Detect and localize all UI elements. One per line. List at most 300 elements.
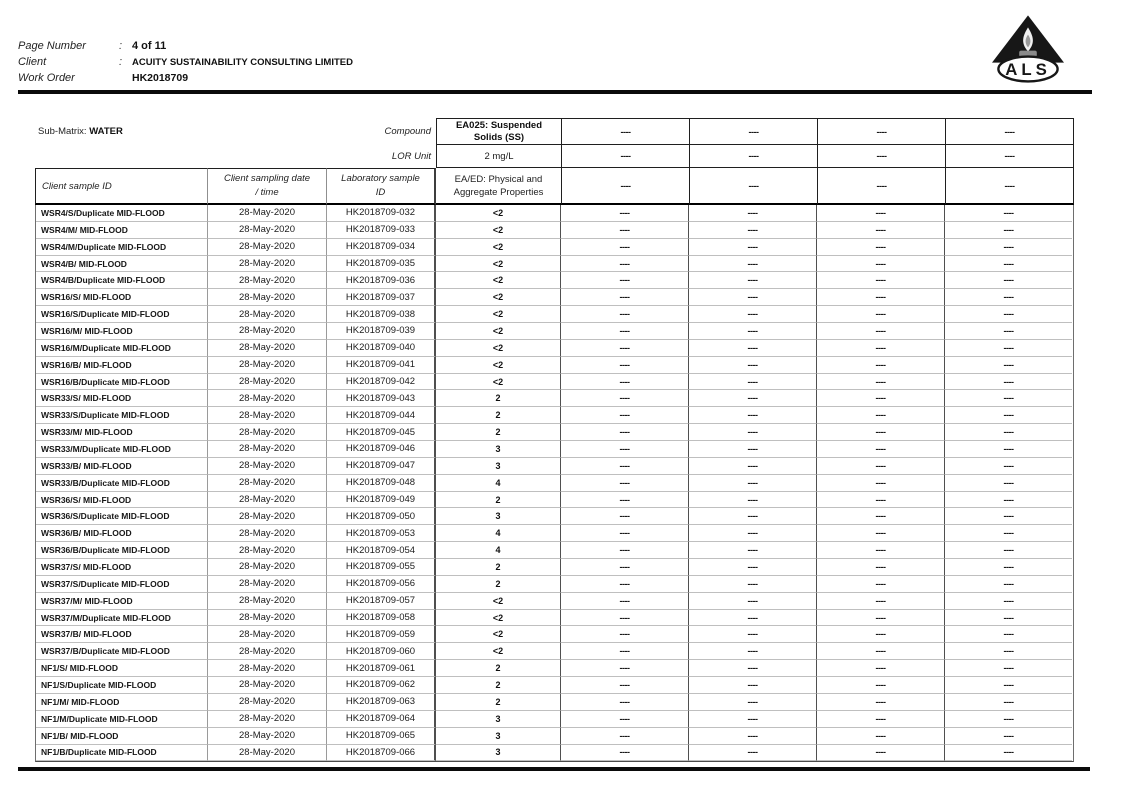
- column-header-sampling-date: [208, 168, 327, 205]
- empty-result-cell: ----: [561, 728, 689, 745]
- sampling-date-cell: 28-May-2020: [208, 660, 327, 677]
- empty-result-cell: ----: [561, 593, 689, 610]
- empty-result-cell: ----: [817, 407, 945, 424]
- empty-result-cell: ----: [945, 289, 1072, 306]
- sampling-date-cell: 28-May-2020: [208, 711, 327, 728]
- lab-id-cell: HK2018709-055: [327, 559, 436, 576]
- result-cell: <2: [436, 643, 561, 660]
- sample-id-cell: WSR16/M/Duplicate MID-FLOOD: [36, 340, 208, 357]
- sampling-date-cell: 28-May-2020: [208, 694, 327, 711]
- sample-id-cell: WSR36/S/ MID-FLOOD: [36, 492, 208, 509]
- sample-id-cell: WSR37/S/Duplicate MID-FLOOD: [36, 576, 208, 593]
- sampling-date-cell: 28-May-2020: [208, 475, 327, 492]
- empty-result-cell: ----: [689, 576, 817, 593]
- sampling-date-cell: 28-May-2020: [208, 626, 327, 643]
- sample-id-cell: WSR36/B/ MID-FLOOD: [36, 525, 208, 542]
- empty-lor-cell: ----: [946, 145, 1074, 168]
- empty-result-cell: ----: [689, 508, 817, 525]
- empty-result-cell: ----: [945, 256, 1072, 273]
- empty-result-cell: ----: [561, 458, 689, 475]
- empty-result-cell: ----: [817, 239, 945, 256]
- empty-result-cell: ----: [945, 424, 1072, 441]
- sub-matrix-value: WATER: [89, 126, 123, 137]
- table-row: [36, 711, 1073, 728]
- column-header-sample-id: Client sample ID: [35, 168, 208, 205]
- sample-id-cell: WSR33/M/Duplicate MID-FLOOD: [36, 441, 208, 458]
- lab-id-line1: Laboratory sample: [341, 173, 420, 184]
- lab-id-cell: HK2018709-056: [327, 576, 436, 593]
- client-label: Client: [18, 56, 47, 68]
- empty-result-cell: ----: [945, 508, 1072, 525]
- table-header: [35, 118, 1074, 205]
- empty-result-cell: ----: [689, 390, 817, 407]
- empty-result-cell: ----: [945, 542, 1072, 559]
- empty-result-cell: ----: [945, 643, 1072, 660]
- result-cell: 4: [436, 525, 561, 542]
- result-cell: <2: [436, 374, 561, 391]
- result-cell: 3: [436, 711, 561, 728]
- lab-id-cell: HK2018709-045: [327, 424, 436, 441]
- empty-result-cell: ----: [561, 424, 689, 441]
- sample-id-cell: WSR36/S/Duplicate MID-FLOOD: [36, 508, 208, 525]
- lab-id-cell: HK2018709-054: [327, 542, 436, 559]
- footer-divider: [18, 767, 1090, 771]
- empty-result-cell: ----: [945, 441, 1072, 458]
- empty-result-cell: ----: [689, 525, 817, 542]
- lab-id-cell: HK2018709-043: [327, 390, 436, 407]
- empty-result-cell: ----: [817, 525, 945, 542]
- lab-id-cell: HK2018709-040: [327, 340, 436, 357]
- result-cell: 3: [436, 458, 561, 475]
- empty-result-cell: ----: [817, 728, 945, 745]
- empty-result-cell: ----: [817, 222, 945, 239]
- sample-id-cell: WSR37/B/Duplicate MID-FLOOD: [36, 643, 208, 660]
- sample-id-cell: WSR37/S/ MID-FLOOD: [36, 559, 208, 576]
- table-row: [36, 542, 1073, 559]
- empty-result-cell: ----: [945, 610, 1072, 627]
- lab-id-cell: HK2018709-034: [327, 239, 436, 256]
- lab-id-cell: HK2018709-039: [327, 323, 436, 340]
- table-row: [36, 357, 1073, 374]
- sample-id-cell: NF1/M/ MID-FLOOD: [36, 694, 208, 711]
- result-cell: 2: [436, 576, 561, 593]
- empty-result-cell: ----: [689, 272, 817, 289]
- lab-id-cell: HK2018709-062: [327, 677, 436, 694]
- lab-id-line2: ID: [375, 187, 386, 198]
- sampling-date-cell: 28-May-2020: [208, 222, 327, 239]
- empty-result-cell: ----: [561, 340, 689, 357]
- sample-id-cell: WSR33/B/ MID-FLOOD: [36, 458, 208, 475]
- sampling-date-cell: 28-May-2020: [208, 306, 327, 323]
- empty-result-cell: ----: [817, 593, 945, 610]
- table-row: [36, 222, 1073, 239]
- result-cell: <2: [436, 239, 561, 256]
- header-divider: [18, 90, 1092, 94]
- empty-result-cell: ----: [945, 677, 1072, 694]
- empty-result-cell: ----: [689, 475, 817, 492]
- table-row: [36, 576, 1073, 593]
- result-cell: 2: [436, 694, 561, 711]
- sample-id-cell: WSR4/B/Duplicate MID-FLOOD: [36, 272, 208, 289]
- empty-result-cell: ----: [817, 711, 945, 728]
- empty-result-cell: ----: [945, 576, 1072, 593]
- empty-result-cell: ----: [689, 289, 817, 306]
- empty-result-cell: ----: [945, 239, 1072, 256]
- sub-matrix: [38, 126, 123, 137]
- empty-result-cell: ----: [689, 559, 817, 576]
- empty-result-cell: ----: [945, 390, 1072, 407]
- sample-id-cell: WSR4/M/Duplicate MID-FLOOD: [36, 239, 208, 256]
- empty-result-cell: ----: [561, 475, 689, 492]
- empty-result-cell: ----: [945, 492, 1072, 509]
- analyte-name-line2: Solids (SS): [473, 131, 525, 143]
- lab-id-cell: HK2018709-064: [327, 711, 436, 728]
- page-number-label: Page Number: [18, 40, 86, 52]
- empty-result-cell: ----: [817, 205, 945, 222]
- compound-label: Compound: [384, 126, 431, 137]
- empty-result-cell: ----: [817, 559, 945, 576]
- sample-id-cell: WSR33/S/ MID-FLOOD: [36, 390, 208, 407]
- sampling-date-cell: 28-May-2020: [208, 441, 327, 458]
- report-header: [18, 39, 353, 87]
- empty-result-cell: ----: [689, 222, 817, 239]
- empty-analyte-header: ----: [818, 118, 946, 145]
- empty-result-cell: ----: [561, 407, 689, 424]
- table-row: [36, 559, 1073, 576]
- work-order-row: [18, 71, 353, 86]
- lab-id-cell: HK2018709-042: [327, 374, 436, 391]
- table-row: [36, 306, 1073, 323]
- empty-result-cell: ----: [561, 222, 689, 239]
- empty-result-cell: ----: [817, 610, 945, 627]
- sample-id-cell: WSR16/S/Duplicate MID-FLOOD: [36, 306, 208, 323]
- lab-id-cell: HK2018709-044: [327, 407, 436, 424]
- lor-unit-value: 2 mg/L: [436, 145, 562, 168]
- empty-result-cell: ----: [689, 542, 817, 559]
- lab-id-cell: HK2018709-037: [327, 289, 436, 306]
- empty-result-cell: ----: [561, 525, 689, 542]
- empty-result-cell: ----: [689, 677, 817, 694]
- lab-id-cell: HK2018709-053: [327, 525, 436, 542]
- empty-result-cell: ----: [945, 559, 1072, 576]
- result-cell: 2: [436, 407, 561, 424]
- page-number-colon: :: [119, 40, 123, 52]
- empty-result-cell: ----: [689, 458, 817, 475]
- empty-result-cell: ----: [561, 390, 689, 407]
- empty-result-cell: ----: [561, 441, 689, 458]
- logo-text: ALS: [1005, 60, 1051, 79]
- empty-result-cell: ----: [945, 475, 1072, 492]
- empty-result-cell: ----: [561, 289, 689, 306]
- empty-result-cell: ----: [817, 441, 945, 458]
- result-cell: 4: [436, 542, 561, 559]
- sample-id-cell: WSR33/S/Duplicate MID-FLOOD: [36, 407, 208, 424]
- sampling-date-cell: 28-May-2020: [208, 643, 327, 660]
- empty-result-cell: ----: [945, 374, 1072, 391]
- sampling-date-cell: 28-May-2020: [208, 424, 327, 441]
- empty-method-header: ----: [818, 168, 946, 205]
- result-cell: 2: [436, 559, 561, 576]
- table-row: [36, 374, 1073, 391]
- result-cell: 2: [436, 492, 561, 509]
- sample-id-cell: WSR33/M/ MID-FLOOD: [36, 424, 208, 441]
- empty-result-cell: ----: [561, 239, 689, 256]
- sampling-date-cell: 28-May-2020: [208, 289, 327, 306]
- lab-id-cell: HK2018709-058: [327, 610, 436, 627]
- lab-id-cell: HK2018709-048: [327, 475, 436, 492]
- sampling-date-cell: 28-May-2020: [208, 407, 327, 424]
- table-row: [36, 508, 1073, 525]
- empty-result-cell: ----: [945, 306, 1072, 323]
- empty-result-cell: ----: [817, 272, 945, 289]
- sampling-date-cell: 28-May-2020: [208, 542, 327, 559]
- sampling-date-cell: 28-May-2020: [208, 256, 327, 273]
- result-cell: 2: [436, 677, 561, 694]
- lab-id-cell: HK2018709-066: [327, 745, 436, 762]
- lor-unit-label: LOR Unit: [391, 151, 431, 162]
- als-logo: [988, 8, 1068, 90]
- empty-result-cell: ----: [817, 357, 945, 374]
- empty-result-cell: ----: [561, 256, 689, 273]
- empty-result-cell: ----: [561, 576, 689, 593]
- work-order-value: HK2018709: [132, 72, 189, 84]
- result-cell: <2: [436, 205, 561, 222]
- sampling-date-line1: Client sampling date: [223, 173, 311, 184]
- empty-result-cell: ----: [817, 542, 945, 559]
- empty-analyte-header: ----: [690, 118, 818, 145]
- empty-result-cell: ----: [561, 323, 689, 340]
- empty-result-cell: ----: [945, 323, 1072, 340]
- page-number-value: 4 of 11: [132, 40, 167, 52]
- empty-method-header: ----: [690, 168, 818, 205]
- result-cell: <2: [436, 272, 561, 289]
- empty-result-cell: ----: [561, 694, 689, 711]
- sampling-date-cell: 28-May-2020: [208, 357, 327, 374]
- sampling-date-cell: 28-May-2020: [208, 745, 327, 762]
- analyte-name-header: [436, 118, 562, 145]
- table-row: [36, 593, 1073, 610]
- empty-lor-cell: ----: [562, 145, 690, 168]
- empty-result-cell: ----: [945, 407, 1072, 424]
- sample-id-cell: WSR4/M/ MID-FLOOD: [36, 222, 208, 239]
- empty-result-cell: ----: [945, 205, 1072, 222]
- empty-result-cell: ----: [945, 593, 1072, 610]
- sampling-date-cell: 28-May-2020: [208, 340, 327, 357]
- empty-method-header: ----: [946, 168, 1074, 205]
- empty-result-cell: ----: [945, 272, 1072, 289]
- result-cell: 3: [436, 728, 561, 745]
- sampling-date-line2: / time: [255, 187, 279, 198]
- page-number-row: [18, 39, 353, 54]
- table-row: [36, 340, 1073, 357]
- analyte-name-line1: EA025: Suspended: [455, 119, 543, 131]
- result-cell: <2: [436, 626, 561, 643]
- lab-id-cell: HK2018709-047: [327, 458, 436, 475]
- result-cell: <2: [436, 323, 561, 340]
- empty-result-cell: ----: [817, 390, 945, 407]
- table-row: [36, 745, 1073, 762]
- empty-result-cell: ----: [689, 728, 817, 745]
- table-row: [36, 458, 1073, 475]
- empty-result-cell: ----: [689, 357, 817, 374]
- empty-result-cell: ----: [945, 728, 1072, 745]
- lab-id-cell: HK2018709-061: [327, 660, 436, 677]
- empty-result-cell: ----: [689, 593, 817, 610]
- empty-analyte-header: ----: [946, 118, 1074, 145]
- empty-result-cell: ----: [817, 424, 945, 441]
- table-row: [36, 626, 1073, 643]
- empty-result-cell: ----: [945, 222, 1072, 239]
- sampling-date-cell: 28-May-2020: [208, 374, 327, 391]
- empty-lor-cell: ----: [818, 145, 946, 168]
- sample-id-cell: NF1/S/ MID-FLOOD: [36, 660, 208, 677]
- sampling-date-cell: 28-May-2020: [208, 593, 327, 610]
- empty-result-cell: ----: [561, 508, 689, 525]
- empty-result-cell: ----: [817, 643, 945, 660]
- sampling-date-cell: 28-May-2020: [208, 576, 327, 593]
- table-row: [36, 694, 1073, 711]
- lor-unit-row: [35, 145, 436, 168]
- client-colon: :: [119, 56, 123, 68]
- sample-id-cell: WSR16/B/Duplicate MID-FLOOD: [36, 374, 208, 391]
- table-row: [36, 256, 1073, 273]
- empty-result-cell: ----: [817, 475, 945, 492]
- empty-method-header: ----: [562, 168, 690, 205]
- empty-result-cell: ----: [945, 694, 1072, 711]
- empty-result-cell: ----: [817, 626, 945, 643]
- sampling-date-cell: 28-May-2020: [208, 272, 327, 289]
- table-row: [36, 205, 1073, 222]
- sample-id-cell: WSR36/B/Duplicate MID-FLOOD: [36, 542, 208, 559]
- result-cell: <2: [436, 256, 561, 273]
- table-row: [36, 525, 1073, 542]
- lab-id-cell: HK2018709-036: [327, 272, 436, 289]
- empty-result-cell: ----: [945, 458, 1072, 475]
- sampling-date-cell: 28-May-2020: [208, 458, 327, 475]
- sample-id-cell: NF1/B/ MID-FLOOD: [36, 728, 208, 745]
- empty-result-cell: ----: [689, 205, 817, 222]
- table-row: [36, 323, 1073, 340]
- empty-result-cell: ----: [561, 272, 689, 289]
- result-cell: <2: [436, 610, 561, 627]
- results-table: [35, 118, 1076, 762]
- empty-result-cell: ----: [945, 660, 1072, 677]
- empty-result-cell: ----: [689, 745, 817, 762]
- sample-id-cell: NF1/M/Duplicate MID-FLOOD: [36, 711, 208, 728]
- sampling-date-cell: 28-May-2020: [208, 239, 327, 256]
- sub-matrix-compound-row: [35, 118, 436, 145]
- result-cell: <2: [436, 289, 561, 306]
- empty-result-cell: ----: [689, 239, 817, 256]
- sample-id-cell: WSR4/S/Duplicate MID-FLOOD: [36, 205, 208, 222]
- result-cell: <2: [436, 340, 561, 357]
- empty-result-cell: ----: [689, 626, 817, 643]
- empty-result-cell: ----: [817, 289, 945, 306]
- empty-result-cell: ----: [561, 559, 689, 576]
- client-value: ACUITY SUSTAINABILITY CONSULTING LIMITED: [132, 57, 353, 68]
- work-order-label: Work Order: [18, 72, 75, 84]
- sample-id-cell: WSR37/M/Duplicate MID-FLOOD: [36, 610, 208, 627]
- result-cell: 3: [436, 745, 561, 762]
- empty-result-cell: ----: [689, 323, 817, 340]
- empty-result-cell: ----: [689, 340, 817, 357]
- sample-id-cell: WSR16/M/ MID-FLOOD: [36, 323, 208, 340]
- als-logo-graphic: [988, 8, 1068, 90]
- empty-result-cell: ----: [689, 374, 817, 391]
- sample-id-cell: WSR16/B/ MID-FLOOD: [36, 357, 208, 374]
- result-cell: <2: [436, 357, 561, 374]
- table-row: [36, 643, 1073, 660]
- empty-result-cell: ----: [817, 660, 945, 677]
- table-row: [36, 610, 1073, 627]
- empty-analyte-header: ----: [562, 118, 690, 145]
- table-row: [36, 239, 1073, 256]
- column-header-lab-id: [327, 168, 436, 205]
- empty-result-cell: ----: [817, 323, 945, 340]
- lab-id-cell: HK2018709-035: [327, 256, 436, 273]
- sub-matrix-label: Sub-Matrix:: [38, 126, 87, 137]
- empty-result-cell: ----: [817, 340, 945, 357]
- empty-result-cell: ----: [689, 492, 817, 509]
- lab-id-cell: HK2018709-049: [327, 492, 436, 509]
- lab-id-cell: HK2018709-063: [327, 694, 436, 711]
- table-body: [35, 205, 1074, 762]
- empty-result-cell: ----: [817, 256, 945, 273]
- empty-result-cell: ----: [817, 745, 945, 762]
- method-header: EA/ED: Physical and Aggregate Properties: [436, 168, 562, 205]
- result-cell: 2: [436, 660, 561, 677]
- result-cell: 3: [436, 441, 561, 458]
- empty-result-cell: ----: [561, 492, 689, 509]
- result-cell: 4: [436, 475, 561, 492]
- empty-result-cell: ----: [945, 626, 1072, 643]
- sample-id-cell: NF1/S/Duplicate MID-FLOOD: [36, 677, 208, 694]
- empty-result-cell: ----: [689, 306, 817, 323]
- lab-id-cell: HK2018709-060: [327, 643, 436, 660]
- empty-result-cell: ----: [689, 256, 817, 273]
- empty-result-cell: ----: [945, 711, 1072, 728]
- table-row: [36, 441, 1073, 458]
- empty-result-cell: ----: [945, 525, 1072, 542]
- empty-result-cell: ----: [689, 407, 817, 424]
- empty-result-cell: ----: [817, 677, 945, 694]
- sampling-date-cell: 28-May-2020: [208, 525, 327, 542]
- result-cell: <2: [436, 222, 561, 239]
- sample-id-cell: WSR37/M/ MID-FLOOD: [36, 593, 208, 610]
- sample-id-cell: WSR37/B/ MID-FLOOD: [36, 626, 208, 643]
- empty-result-cell: ----: [945, 340, 1072, 357]
- empty-result-cell: ----: [689, 643, 817, 660]
- lab-id-cell: HK2018709-057: [327, 593, 436, 610]
- lab-id-cell: HK2018709-059: [327, 626, 436, 643]
- empty-result-cell: ----: [561, 610, 689, 627]
- lab-id-cell: HK2018709-041: [327, 357, 436, 374]
- empty-result-cell: ----: [561, 626, 689, 643]
- sampling-date-cell: 28-May-2020: [208, 559, 327, 576]
- lab-id-cell: HK2018709-038: [327, 306, 436, 323]
- table-row: [36, 272, 1073, 289]
- empty-result-cell: ----: [561, 711, 689, 728]
- empty-result-cell: ----: [689, 711, 817, 728]
- empty-result-cell: ----: [561, 542, 689, 559]
- sampling-date-cell: 28-May-2020: [208, 508, 327, 525]
- empty-result-cell: ----: [561, 306, 689, 323]
- empty-result-cell: ----: [561, 643, 689, 660]
- empty-result-cell: ----: [689, 694, 817, 711]
- empty-result-cell: ----: [689, 610, 817, 627]
- sampling-date-cell: 28-May-2020: [208, 492, 327, 509]
- sampling-date-cell: 28-May-2020: [208, 610, 327, 627]
